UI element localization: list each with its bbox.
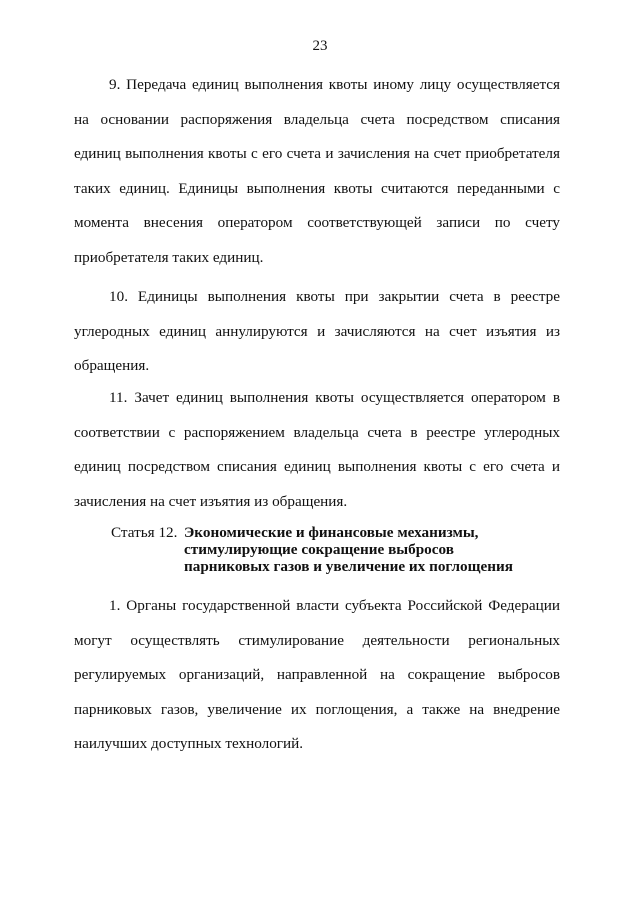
article-label: Статья 12. xyxy=(111,524,178,541)
article-12-paragraph-1: 1. Органы государственной власти субъекта Российской Федерации могут осуществлять стимулирование деятельности региональных регулируемых организаций, направленной на сокращение выбросов парниковых газов, увеличение их поглощения, а также на внедрение наилучших доступных технологий. xyxy=(74,597,560,752)
paragraph-11: 11. Зачет единиц выполнения квоты осуществляется оператором в соответствии с распоряжением владельца счета в реестре углеродных единиц посредством списания единиц выполнения квоты с его счета и зачисления на счет изъятия из обращения. xyxy=(74,389,560,510)
article-title xyxy=(184,524,513,575)
article-title-line-1: Экономические и финансовые механизмы, xyxy=(184,524,479,541)
article-title-line-3: парниковых газов и увеличение их поглощения xyxy=(184,558,513,575)
paragraph-10: 10. Единицы выполнения квоты при закрытии счета в реестре углеродных единиц аннулируются и зачисляются на счет изъятия из обращения. xyxy=(74,288,560,374)
paragraph-9: 9. Передача единиц выполнения квоты иному лицу осуществляется на основании распоряжения владельца счета посредством списания единиц выполнения квоты с его счета и зачисления на счет приобретателя таких единиц. Единицы выполнения квоты считаются переданными с момента внесения оператором соответствующей записи по счету приобретателя таких единиц. xyxy=(74,76,560,266)
article-title-line-2: стимулирующие сокращение выбросов xyxy=(184,541,454,558)
page-number: 23 xyxy=(312,38,328,54)
